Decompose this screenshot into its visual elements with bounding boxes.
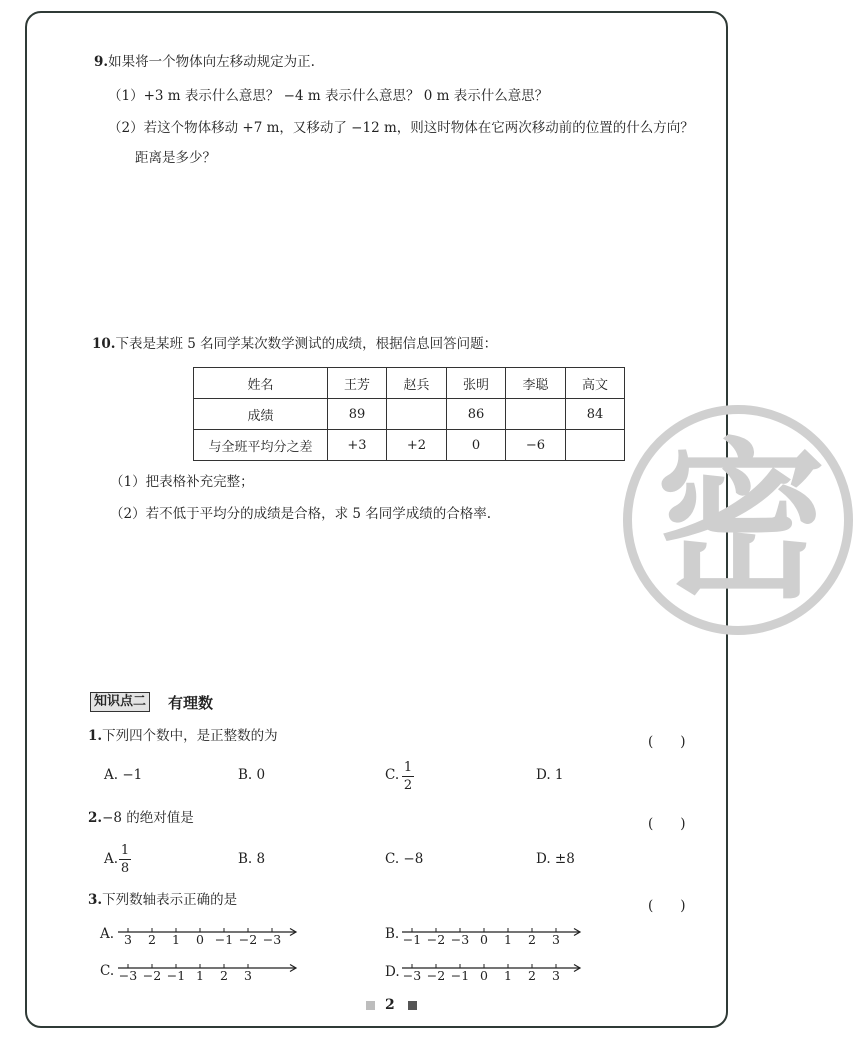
table-row bbox=[194, 430, 625, 461]
footer-square-right bbox=[408, 1001, 417, 1010]
fraction-bar bbox=[119, 859, 131, 860]
question-number: 9. bbox=[94, 54, 109, 70]
number-line-tick-label: 2 bbox=[148, 932, 156, 947]
number-line-tick-label: 0 bbox=[480, 932, 488, 947]
table-cell bbox=[506, 399, 566, 430]
number-line-tick-label: −2 bbox=[426, 968, 446, 983]
number-line-tick-label: 0 bbox=[480, 968, 488, 983]
fraction-numerator: 1 bbox=[120, 843, 130, 858]
answer-blank[interactable]: ( ) bbox=[648, 898, 686, 914]
number-line-tick-label: 2 bbox=[528, 932, 536, 947]
option-c[interactable]: C. −8 bbox=[385, 851, 424, 867]
option-d[interactable]: D. 1 bbox=[536, 767, 564, 783]
question-number: 10. bbox=[92, 336, 116, 352]
number-line-tick-label: 2 bbox=[528, 968, 536, 983]
mc-question-2-stem bbox=[88, 809, 194, 827]
option-b[interactable]: B. 8 bbox=[238, 851, 266, 867]
option-d[interactable]: D. ±8 bbox=[536, 851, 575, 867]
option-a[interactable]: A. bbox=[104, 851, 119, 867]
number-line-tick-label: −2 bbox=[142, 968, 162, 983]
question-number: 3. bbox=[88, 892, 103, 908]
question-text: 下表是某班 5 名同学某次数学测试的成绩，根据信息回答问题： bbox=[115, 336, 498, 352]
table-cell: 与全班平均分之差 bbox=[194, 430, 328, 461]
fraction-numerator: 1 bbox=[403, 760, 413, 775]
table-cell: +3 bbox=[328, 430, 387, 461]
question-text: 如果将一个物体向左移动规定为正. bbox=[108, 54, 315, 70]
question-text: 下列四个数中，是正整数的为 bbox=[102, 728, 278, 744]
question-9-part2-line2: 距离是多少？ bbox=[135, 150, 216, 166]
number-line-tick-label: −1 bbox=[166, 968, 186, 983]
table-header-cell: 高文 bbox=[566, 368, 625, 399]
question-9-part1: （1）+3 m 表示什么意思？ −4 m 表示什么意思？ 0 m 表示什么意思？ bbox=[108, 88, 549, 104]
table-cell bbox=[566, 430, 625, 461]
table-cell: 89 bbox=[328, 399, 387, 430]
section-tag: 知识点二 bbox=[90, 692, 150, 712]
stamp-glyph: 密 bbox=[656, 424, 827, 622]
question-9-part2-line1: （2）若这个物体移动 +7 m，又移动了 −12 m，则这时物体在它两次移动前的位置的什么方向？ bbox=[108, 120, 694, 136]
number-line-tick-label: 3 bbox=[244, 968, 252, 983]
number-line-tick-label: 3 bbox=[552, 932, 560, 947]
table-header-cell: 李聪 bbox=[506, 368, 566, 399]
number-line-tick-label: 3 bbox=[552, 968, 560, 983]
table-header-row bbox=[194, 368, 625, 399]
number-line-tick-label: 1 bbox=[196, 968, 204, 983]
number-line-tick-label: 1 bbox=[504, 932, 512, 947]
question-9-stem bbox=[94, 53, 315, 71]
option-a-label[interactable]: A. bbox=[100, 926, 115, 942]
answer-blank[interactable]: ( ) bbox=[648, 734, 686, 750]
question-text: −8 的绝对值是 bbox=[102, 810, 194, 826]
number-line-tick-label: −1 bbox=[402, 932, 422, 947]
option-c-label[interactable]: C. bbox=[100, 963, 115, 979]
table-cell: −6 bbox=[506, 430, 566, 461]
question-10-part1: （1）把表格补充完整； bbox=[110, 474, 254, 490]
answer-blank[interactable]: ( ) bbox=[648, 816, 686, 832]
page-number: 2 bbox=[385, 997, 395, 1013]
mc-question-3-stem bbox=[88, 891, 237, 909]
option-b-label[interactable]: B. bbox=[385, 926, 400, 942]
number-line-tick-label: 0 bbox=[196, 932, 204, 947]
section-title: 有理数 bbox=[168, 694, 214, 712]
number-line-tick-label: −3 bbox=[118, 968, 138, 983]
table-header-cell: 王芳 bbox=[328, 368, 387, 399]
question-number: 2. bbox=[88, 810, 103, 826]
number-line-tick-label: −1 bbox=[214, 932, 234, 947]
score-table bbox=[193, 367, 625, 461]
fraction-denominator: 8 bbox=[120, 861, 130, 876]
table-header-cell: 赵兵 bbox=[387, 368, 447, 399]
question-10-stem bbox=[92, 335, 497, 353]
option-a[interactable]: A. −1 bbox=[104, 767, 143, 783]
number-line-tick-label: −2 bbox=[238, 932, 258, 947]
option-c[interactable]: C. bbox=[385, 767, 400, 783]
fraction bbox=[402, 760, 414, 793]
table-row bbox=[194, 399, 625, 430]
confidential-stamp bbox=[623, 405, 853, 635]
mc-question-1-stem bbox=[88, 727, 278, 745]
number-line-tick-label: 3 bbox=[124, 932, 132, 947]
number-line-tick-label: −1 bbox=[450, 968, 470, 983]
number-line-tick-label: −3 bbox=[402, 968, 422, 983]
table-cell: 成绩 bbox=[194, 399, 328, 430]
number-line-tick-label: 2 bbox=[220, 968, 228, 983]
table-cell: 86 bbox=[447, 399, 506, 430]
number-line-tick-label: −3 bbox=[450, 932, 470, 947]
table-header-cell: 张明 bbox=[447, 368, 506, 399]
question-number: 1. bbox=[88, 728, 103, 744]
number-line-tick-label: 1 bbox=[504, 968, 512, 983]
table-cell: 84 bbox=[566, 399, 625, 430]
number-line-tick-label: −2 bbox=[426, 932, 446, 947]
number-line-tick-label: −3 bbox=[262, 932, 282, 947]
fraction bbox=[119, 843, 131, 876]
question-10-part2: （2）若不低于平均分的成绩是合格，求 5 名同学成绩的合格率. bbox=[110, 506, 492, 522]
number-line-tick-label: 1 bbox=[172, 932, 180, 947]
fraction-denominator: 2 bbox=[403, 778, 413, 793]
table-cell bbox=[387, 399, 447, 430]
option-b[interactable]: B. 0 bbox=[238, 767, 266, 783]
table-cell: +2 bbox=[387, 430, 447, 461]
table-header-cell: 姓名 bbox=[194, 368, 328, 399]
footer-square-left bbox=[366, 1001, 375, 1010]
question-text: 下列数轴表示正确的是 bbox=[102, 892, 238, 908]
option-d-label[interactable]: D. bbox=[385, 964, 400, 980]
table-cell: 0 bbox=[447, 430, 506, 461]
fraction-bar bbox=[402, 776, 414, 777]
